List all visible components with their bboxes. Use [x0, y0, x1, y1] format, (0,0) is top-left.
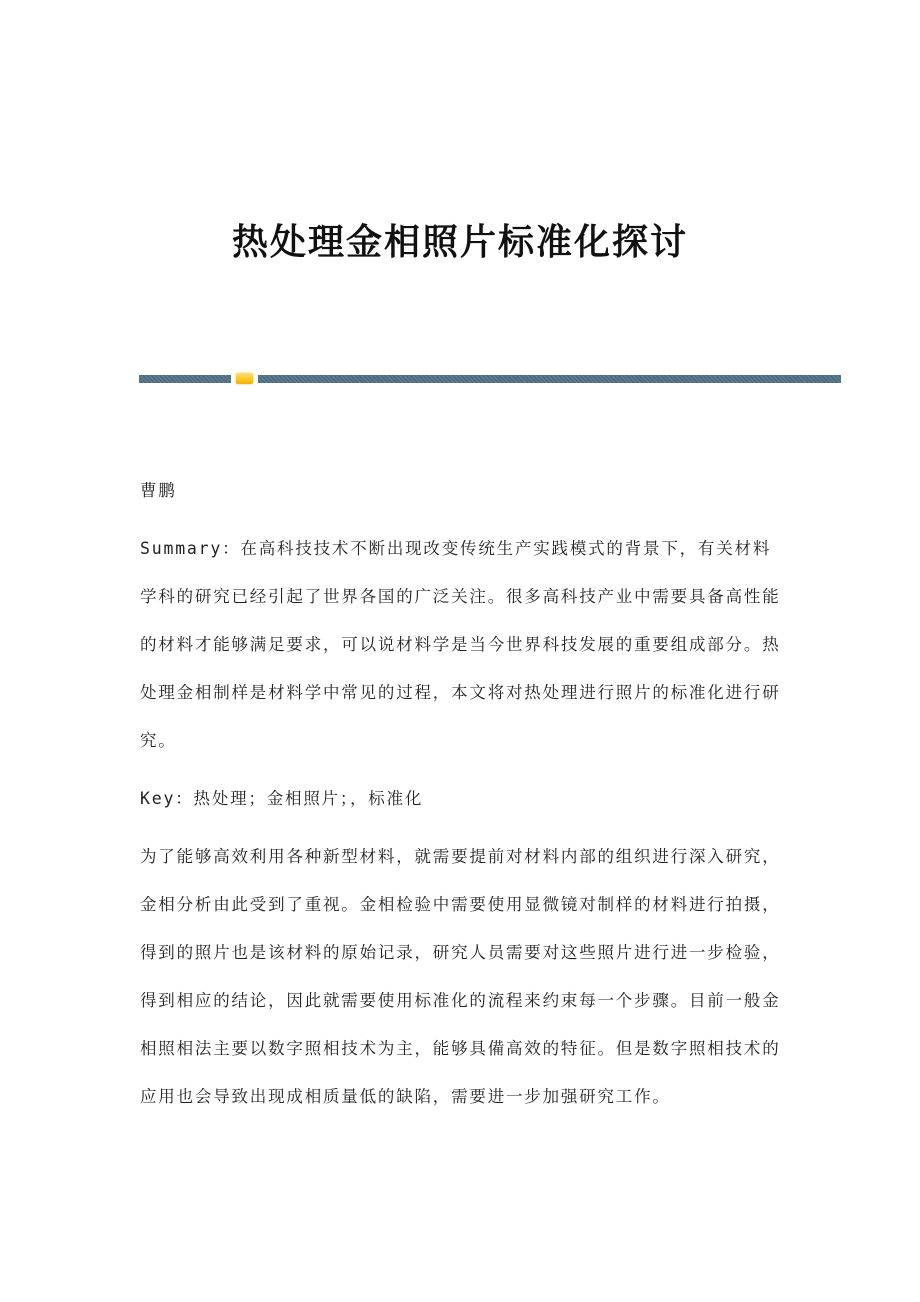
summary-text: 在高科技技术不断出现改变传统生产实践模式的背景下，有关材料学科的研究已经引起了世界各国的广泛关注。很多高科技产业中需要具备高性能的材料才能够满足要求，可以说材料学是当今世界科技发展的重要组成部分。热处理金相制样是材料学中常见的过程，本文将对热处理进行照片的标准化进行研究。: [140, 539, 781, 750]
document-body: [140, 467, 785, 1131]
document-title: 热处理金相照片标准化探讨: [231, 222, 688, 263]
author-name: 曹鹏: [140, 481, 177, 500]
key-text: 热处理；金相照片；，标准化: [193, 789, 424, 808]
summary-paragraph: [140, 525, 785, 765]
divider-bar-left: [139, 375, 231, 383]
divider-bar-right: [258, 375, 841, 383]
body-paragraph: 为了能够高效利用各种新型材料，就需要提前对材料内部的组织进行深入研究，金相分析由此受到了重视。金相检验中需要使用显微镜对制样的材料进行拍摄，得到的照片也是该材料的原始记录，研究人员需要对这些照片进行进一步检验，得到相应的结论，因此就需要使用标准化的流程来约束每一个步骤。目前一般金相照相法主要以数字照相技术为主，能够具備高效的特征。但是数字照相技术的应用也会导致出现成相质量低的缺陷，需要进一步加强研究工作。: [140, 847, 781, 1106]
summary-label: Summary：: [140, 539, 241, 558]
key-label: Key：: [140, 789, 194, 808]
divider-ornament-icon: [236, 373, 253, 384]
title-divider: [139, 375, 841, 383]
keywords-paragraph: [140, 775, 785, 823]
